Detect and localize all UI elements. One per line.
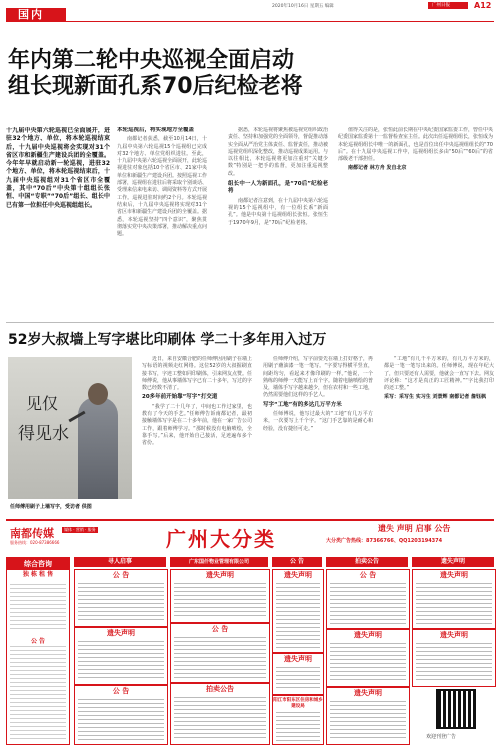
ad-logo [10, 525, 106, 547]
photo-text-1: 见仅 [26, 394, 59, 413]
headline-line-1: 年内第二轮中央巡视全面启动 [8, 48, 295, 73]
second-byline: 采写：采写生 实习生 刘景辉 南都记者 詹钰枫 [384, 394, 486, 401]
ad-cell-11[interactable] [326, 687, 410, 745]
worker-head [88, 383, 108, 405]
ad-col-title-2: 公 告 [272, 557, 322, 567]
ad-cell-4[interactable] [170, 623, 270, 683]
lead-col2-text: 据悉，本轮巡视将聚焦被巡视党组织政治责任、坚持和加强党的全面领导，督促推动落实全面从严治党主体责任、监督责任，推动被巡视党组织深化整改，推动巡视成果运用。与以往相比，本轮巡视将更加注重对“关键少数”特别是一把手的监督，更加注重巡视整改。 [228, 127, 328, 177]
ad-cell-body [174, 697, 266, 741]
ad-cell-body [416, 643, 492, 683]
second-col2-text2: 任师傅说，他写过最大的“工地”有几万平方米，一次要写上千个字。“这门手艺靠的是耐心和经验，没有捷径可走。” [263, 411, 373, 432]
second-col2-subhead: 写字“工地”有的多达几万平方米 [263, 401, 342, 408]
ad-cell-body [330, 643, 406, 683]
ad-cell-3[interactable] [170, 569, 270, 623]
second-col3-text: “工地”有几千平方米的，有几万平方米的，都是一笔一笔写出来的。任师傅说，现在年纪大了，但只要还有人需要，他就会一直写下去。网友评论称：“这才是真正的工匠精神。”“字比我打印的还工整。” [384, 356, 494, 392]
second-col2-text: 任师傅介绍，写字前要先在墙上打好格子，再用刷子蘸油漆一笔一笔写。“字要写得横平竖直，间距均匀，看起来才像印刷的一样。”他说，一个熟练的师傅一天能写上百个字。随着电脑喷绘的普及，墙体手写字越来越少，但在农村和一些工地，仍然需要他们这样的手艺人。 [263, 356, 373, 399]
ad-cell-body [276, 667, 320, 691]
section-tab [6, 8, 66, 22]
ad-cell-title-10: 遗失声明 [354, 631, 382, 639]
ad-cell-title-13: 遗失声明 [440, 631, 468, 639]
ad-cell-title-11: 遗失声明 [354, 689, 382, 697]
second-col1-text: 近日，来自安徽合肥的任师傅因用刷子在墙上写标语的视频走红网络。这位52岁的大叔握刷直接书写，字迹工整如同印刷体，引来网友点赞。任师傅说，他从事墙体写字已有二十多年，写过的字数已经数不清了。 [142, 356, 252, 392]
ad-cell-title-1: 遗失声明 [107, 629, 135, 637]
lead-summary [6, 127, 110, 299]
ad-cell-body [78, 583, 164, 623]
category-title: 综合咨询 [7, 558, 69, 570]
logo-sub: 媒体 · 营销 · 服务 [64, 527, 96, 532]
second-headline: 52岁大叔墙上写字堪比印刷体 学二十多年用入过万 [8, 332, 327, 348]
ad-col-title-4: 遗失声明 [412, 557, 494, 567]
hotline-label: 服务热线：020-87386666 [10, 540, 60, 545]
ad-cell-9[interactable] [326, 569, 410, 629]
ad-cell-title-12: 遗失声明 [440, 571, 468, 579]
lead-col-3 [338, 127, 493, 297]
masthead-rule [6, 21, 494, 22]
ad-col-title-0: 寻人启事 [74, 557, 166, 567]
second-photo [8, 357, 132, 499]
ad-cell-title-2: 公 告 [112, 687, 130, 695]
lead-col2-text2: 南都记者注意到，在十九届中央第六轮巡视的15个巡视组中，有一位组长系“新面孔”。他是中央第十巡视组组长张恒。张恒生于1970年9月，是“70后”纪检老将。 [228, 197, 328, 226]
lead-headline [8, 48, 493, 100]
badge-label: 广州日报 [432, 3, 450, 8]
ad-right-phone: 大分类广告热线：87366766、QQ1203194374 [326, 538, 443, 544]
ad-cell-body [276, 583, 320, 649]
ad-cell-body [276, 712, 320, 741]
ad-big-title: 广州大分类 [166, 527, 276, 551]
category-listing [10, 584, 66, 630]
photo-caption: 任师傅用刷子上墙写字，受访者 供图 [10, 504, 92, 510]
ad-cell-title-6: 遗失声明 [284, 571, 312, 579]
ad-cell-title-4: 公 告 [211, 625, 229, 633]
ad-cell-title-0: 公 告 [112, 571, 130, 579]
lead-col1-subhead: 本轮巡视后，将实现地方全覆盖 [117, 127, 195, 133]
ad-cell-body [78, 641, 164, 681]
ad-cell-6[interactable] [272, 569, 324, 653]
ad-cell-7[interactable] [272, 653, 324, 695]
second-col1-text2: “我学了二十几年了，中间也工作过家里，也教有了今天的手艺。”任师傅告诉南都记者，最初接触墙体写字是在二十多年前，他在一家广告公司工作，跟着师傅学习。“那时候没有电脑喷绘，全靠手写。”后来，他开始自己接活，足迹遍布多个省份。 [142, 403, 252, 447]
ad-right-title: 遗失 声明 启事 公告 [378, 524, 451, 533]
ad-cell-8[interactable] [272, 695, 324, 745]
ad-col-title-1: 广东国仟物业管理有限公司 [170, 557, 268, 567]
ad-cell-10[interactable] [326, 629, 410, 687]
ad-cell-body [78, 699, 164, 741]
ad-cell-2[interactable] [74, 685, 168, 745]
ad-cell-title-3: 遗失声明 [206, 571, 234, 579]
second-col-2 [263, 356, 373, 510]
badge-mark [428, 2, 468, 9]
ad-section [6, 519, 494, 745]
ad-cell-12[interactable] [412, 569, 496, 629]
second-col1-subhead: 20多年前开始靠“写字”打交道 [142, 394, 218, 401]
ad-cell-body [330, 583, 406, 625]
category-listing-2 [10, 646, 66, 740]
category-cell-title-0: 公 告 [30, 638, 46, 645]
ad-cell-0[interactable] [74, 569, 168, 627]
lead-col2-subhead: 组长中一人为新面孔，是“70后”纪检老将 [228, 181, 328, 195]
ad-cell-title-5: 拍卖公告 [206, 685, 234, 693]
lead-col-1 [117, 127, 207, 305]
logo-text: 南都传媒 [10, 527, 54, 540]
ad-cell-1[interactable] [74, 627, 168, 685]
photo-text-2: 得见水 [18, 424, 69, 444]
ad-cell-body [174, 583, 266, 619]
second-col-1 [142, 356, 252, 510]
lead-col3-text: 值得关注的是，张恒此前长期在中央纪委国家监委工作，曾任中央纪委国家监委第十一监督检查室主任。此次出任巡视组组长，张恒成为本轮巡视组组长中唯一的新面孔，也是首位出任中央巡视组组长的“70后”。在十九届中央巡视工作中，巡视组组长多由“50后”“60后”的省部级老干部担任。 [338, 127, 493, 163]
ad-cell-title-8: 阳江市阳东区住房和城乡建设局 [273, 698, 323, 709]
lead-col-2 [228, 127, 328, 305]
masthead [0, 0, 500, 22]
ad-cell-body [416, 583, 492, 625]
summary-text: 十九届中央第六轮巡视已全面展开，进驻32个地方、单位，将本轮巡视结束后，十九届中央巡视将会实现对31个省区市和新疆生产建设兵团的全覆盖。今年年早就启动新一轮巡视，进驻32个地方、单位，将本轮巡视结束后，十九届中央巡视组对31个省区市全覆盖，其中“70后”中央第十组组长张恒、中国“专职”“70后”组长、组长中已有第一位担任中央巡视组组长。 [6, 127, 110, 209]
page-number: A12 [474, 1, 492, 10]
lead-col1-text: 南都记者获悉，截至10月14日，十九届中央第六轮巡视15个巡视组已完成对32个地方、单位党组织进驻。至此，十九届中央第六轮巡视全面展开，此轮巡视进驻对象包括10个省区市、21家中央单位和新疆生产建设兵团。按照巡视工作部署，巡视组在进驻后将采取个别谈话、受理来信来电来访、调阅资料等方式开展工作。巡视进驻时间约2个月。本轮巡视结束后，十九届中央巡视将实现对31个省区市和新疆生产建设兵团的全覆盖。据悉，本轮巡视坚持“四个意识”，聚焦贯彻落实党中央决策部署，推动解决重点问题。 [117, 136, 207, 238]
qr-caption: 欢迎刊登广告 [426, 734, 457, 740]
ad-col-title-3: 拍卖公告 [326, 557, 408, 567]
story-divider [6, 322, 494, 323]
ad-cell-13[interactable] [412, 629, 496, 687]
ad-cell-title-9: 公 告 [359, 571, 377, 579]
ad-cell-body [330, 701, 406, 741]
qr-code-icon [436, 689, 476, 729]
section-title: 国内 [18, 8, 44, 21]
lead-byline: 南都记者 林方舟 发自北京 [348, 165, 407, 172]
second-col-3 [384, 356, 494, 514]
ad-cell-5[interactable] [170, 683, 270, 745]
headline-line-2: 组长现新面孔系70后纪检老将 [8, 74, 303, 99]
category-column [6, 557, 70, 745]
ad-cell-title-7: 遗失声明 [284, 655, 312, 663]
category-sub: 独 栋 租 售 [22, 571, 54, 578]
ad-cell-body [174, 637, 266, 679]
date-line: 2020年10月16日 星期五 编辑 [272, 4, 334, 9]
